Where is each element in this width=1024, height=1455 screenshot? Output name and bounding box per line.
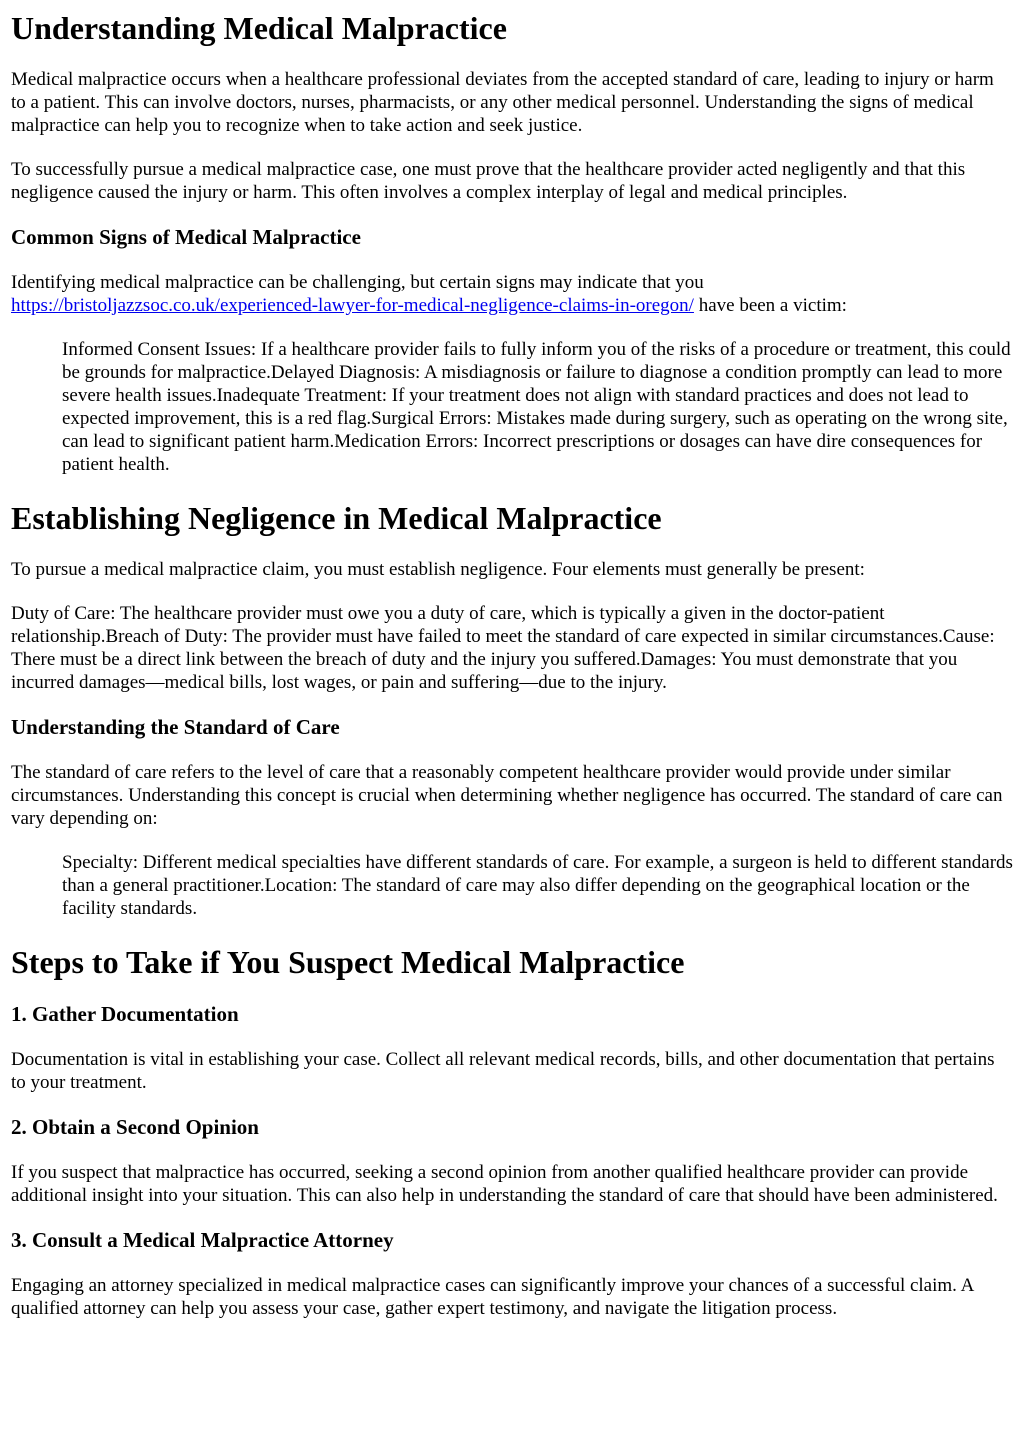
standard-list-quote: Specialty: Different medical specialties have different standards of care. For example, a surgeon is held to different standards than a general practitioner.Location: The standard of care may also differ depending on the geographical location or the facility standards. [62, 852, 1013, 919]
signs-intro-text: Identifying medical malpractice can be challenging, but certain signs may indicate that you [11, 272, 704, 293]
negligence-paragraph-2: Duty of Care: The healthcare provider must owe you a duty of care, which is typically a given in the doctor-patient relationship.Breach of Duty: The provider must have failed to meet the standard of care expected in similar circumstances.Cause: There must be a direct link between the breach of duty and the injury you suffered.Damages: You must demonstrate that you incurred damages—medical bills, lost wages, or pain and suffering—due to the injury. [11, 603, 995, 693]
negligence-paragraph-1: To pursue a medical malpractice claim, you must establish negligence. Four elements must generally be present: [11, 559, 865, 580]
signs-intro-paragraph [11, 271, 1013, 317]
step-2-paragraph: If you suspect that malpractice has occurred, seeking a second opinion from another qualified healthcare provider can provide additional insight into your situation. This can also help in understanding the standard of care that should have been administered. [11, 1162, 998, 1206]
article [0, 9, 1024, 1320]
standard-heading: Understanding the Standard of Care [11, 715, 340, 739]
step-2-heading: 2. Obtain a Second Opinion [11, 1115, 259, 1139]
page-title: Understanding Medical Malpractice [11, 10, 507, 46]
step-3-heading: 3. Consult a Medical Malpractice Attorney [11, 1228, 394, 1252]
negligence-heading: Establishing Negligence in Medical Malpractice [11, 500, 662, 536]
step-1-heading: 1. Gather Documentation [11, 1002, 239, 1026]
signs-heading: Common Signs of Medical Malpractice [11, 225, 361, 249]
signs-list-quote: Informed Consent Issues: If a healthcare provider fails to fully inform you of the risks of a procedure or treatment, this could be grounds for malpractice.Delayed Diagnosis: A misdiagnosis or failure to diagnose a condition promptly can lead to more severe health issues.Inadequate Treatment: If your treatment does not align with standard practices and does not lead to expected improvement, this is a red flag.Surgical Errors: Mistakes made during surgery, such as operating on the wrong site, can lead to significant patient harm.Medication Errors: Incorrect prescriptions or dosages can have dire consequences for patient health. [62, 339, 1011, 475]
intro-paragraph-2: To successfully pursue a medical malpractice case, one must prove that the healthcare provider acted negligently and that this negligence caused the injury or harm. This often involves a complex interplay of legal and medical principles. [11, 159, 966, 203]
standard-paragraph: The standard of care refers to the level of care that a reasonably competent healthcare provider would provide under similar circumstances. Understanding this concept is crucial when determining whether negligence has occurred. The standard of care can vary depending on: [11, 762, 1003, 829]
step-3-paragraph: Engaging an attorney specialized in medical malpractice cases can significantly improve your chances of a successful claim. A qualified attorney can help you assess your case, gather expert testimony, and navigate the litigation process. [11, 1275, 974, 1319]
lawyer-link[interactable]: https://bristoljazzsoc.co.uk/experienced-lawyer-for-medical-negligence-claims-in-oregon/ [11, 295, 694, 316]
intro-paragraph-1: Medical malpractice occurs when a healthcare professional deviates from the accepted standard of care, leading to injury or harm to a patient. This can involve doctors, nurses, pharmacists, or any other medical personnel. Understanding the signs of medical malpractice can help you to recognize when to take action and seek justice. [11, 69, 994, 136]
steps-heading: Steps to Take if You Suspect Medical Malpractice [11, 944, 685, 980]
signs-intro-tail: have been a victim: [693, 295, 847, 316]
step-1-paragraph: Documentation is vital in establishing your case. Collect all relevant medical records, bills, and other documentation that pertains to your treatment. [11, 1049, 995, 1093]
